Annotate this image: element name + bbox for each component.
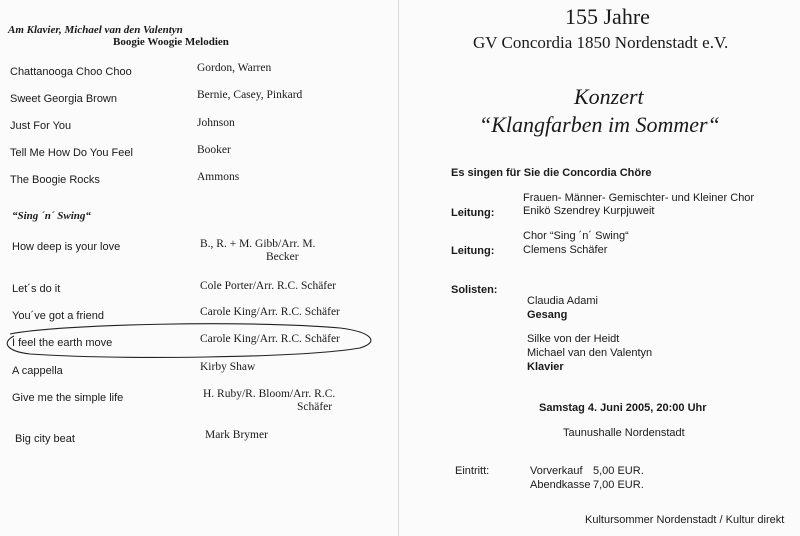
song-composer: Mark Brymer xyxy=(205,429,268,441)
swing-section-title: “Sing ´n´ Swing“ xyxy=(12,210,91,222)
abendkasse-label: Abendkasse xyxy=(530,479,591,491)
club-name: GV Concordia 1850 Nordenstadt e.V. xyxy=(473,33,729,52)
pianist-header: Am Klavier, Michael van den Valentyn xyxy=(8,24,183,36)
song-composer: H. Ruby/R. Bloom/Arr. R.C. xyxy=(203,388,336,400)
conductor-name: Clemens Schäfer xyxy=(523,244,608,256)
solisten-label: Solisten: xyxy=(451,284,498,296)
eintritt-label: Eintritt: xyxy=(455,465,490,477)
soloist-role: Gesang xyxy=(527,309,568,321)
song-title: How deep is your love xyxy=(12,241,121,253)
vorverkauf-label: Vorverkauf xyxy=(530,465,583,477)
song-title: Just For You xyxy=(10,120,72,132)
song-composer: Gordon, Warren xyxy=(197,62,272,74)
song-composer-continued: Schäfer xyxy=(297,401,333,413)
concert-subtitle: “Klangfarben im Sommer“ xyxy=(479,112,720,137)
soloist-name: Claudia Adami xyxy=(527,295,598,307)
choirs-intro: Es singen für Sie die Concordia Chöre xyxy=(451,167,652,179)
concert-date: Samstag 4. Juni 2005, 20:00 Uhr xyxy=(539,402,707,414)
conductor-name: Enikö Szendrey Kurpjuweit xyxy=(523,205,655,217)
anniversary-title: 155 Jahre xyxy=(565,4,650,29)
song-composer: Booker xyxy=(197,144,231,156)
song-composer: Cole Porter/Arr. R.C. Schäfer xyxy=(200,280,337,292)
soloist-name: Silke von der Heidt xyxy=(527,333,620,345)
choir-names: Frauen- Männer- Gemischter- und Kleiner Chor xyxy=(523,192,755,204)
song-title-circled: I feel the earth move xyxy=(12,337,113,349)
song-title: You´ve got a friend xyxy=(12,310,104,322)
song-title: Chattanooga Choo Choo xyxy=(10,66,132,78)
song-title: Sweet Georgia Brown xyxy=(10,93,117,105)
konzert-title: Konzert xyxy=(574,84,644,109)
abendkasse-price: 7,00 EUR. xyxy=(593,479,644,491)
song-composer: Carole King/Arr. R.C. Schäfer xyxy=(200,306,340,318)
song-title: Give me the simple life xyxy=(12,392,124,404)
page-fold xyxy=(398,0,399,536)
song-composer: Johnson xyxy=(197,117,235,129)
song-composer: Kirby Shaw xyxy=(200,361,256,373)
vorverkauf-price: 5,00 EUR. xyxy=(593,465,644,477)
song-title: Tell Me How Do You Feel xyxy=(10,147,133,159)
song-title: Big city beat xyxy=(15,433,75,445)
swing-choir-name: Chor “Sing ´n´ Swing“ xyxy=(523,230,629,242)
song-title: The Boogie Rocks xyxy=(10,174,100,186)
hand-drawn-circle-mark xyxy=(0,318,390,364)
song-composer-continued: Becker xyxy=(266,251,299,263)
soloist-name: Michael van den Valentyn xyxy=(527,347,653,359)
song-title: A cappella xyxy=(12,365,63,377)
soloist-role: Klavier xyxy=(527,361,564,373)
leitung-label: Leitung: xyxy=(451,207,495,219)
song-composer: Carole King/Arr. R.C. Schäfer xyxy=(200,333,340,345)
song-composer: Bernie, Casey, Pinkard xyxy=(197,89,303,101)
song-composer: Ammons xyxy=(197,171,240,183)
concert-venue: Taunushalle Nordenstadt xyxy=(563,427,685,439)
footer-organizer: Kultursommer Nordenstadt / Kultur direkt xyxy=(585,514,785,526)
boogie-section-title: Boogie Woogie Melodien xyxy=(113,36,229,48)
song-title: Let´s do it xyxy=(12,283,61,295)
leitung-label: Leitung: xyxy=(451,245,495,257)
song-composer: B., R. + M. Gibb/Arr. M. xyxy=(200,238,316,250)
